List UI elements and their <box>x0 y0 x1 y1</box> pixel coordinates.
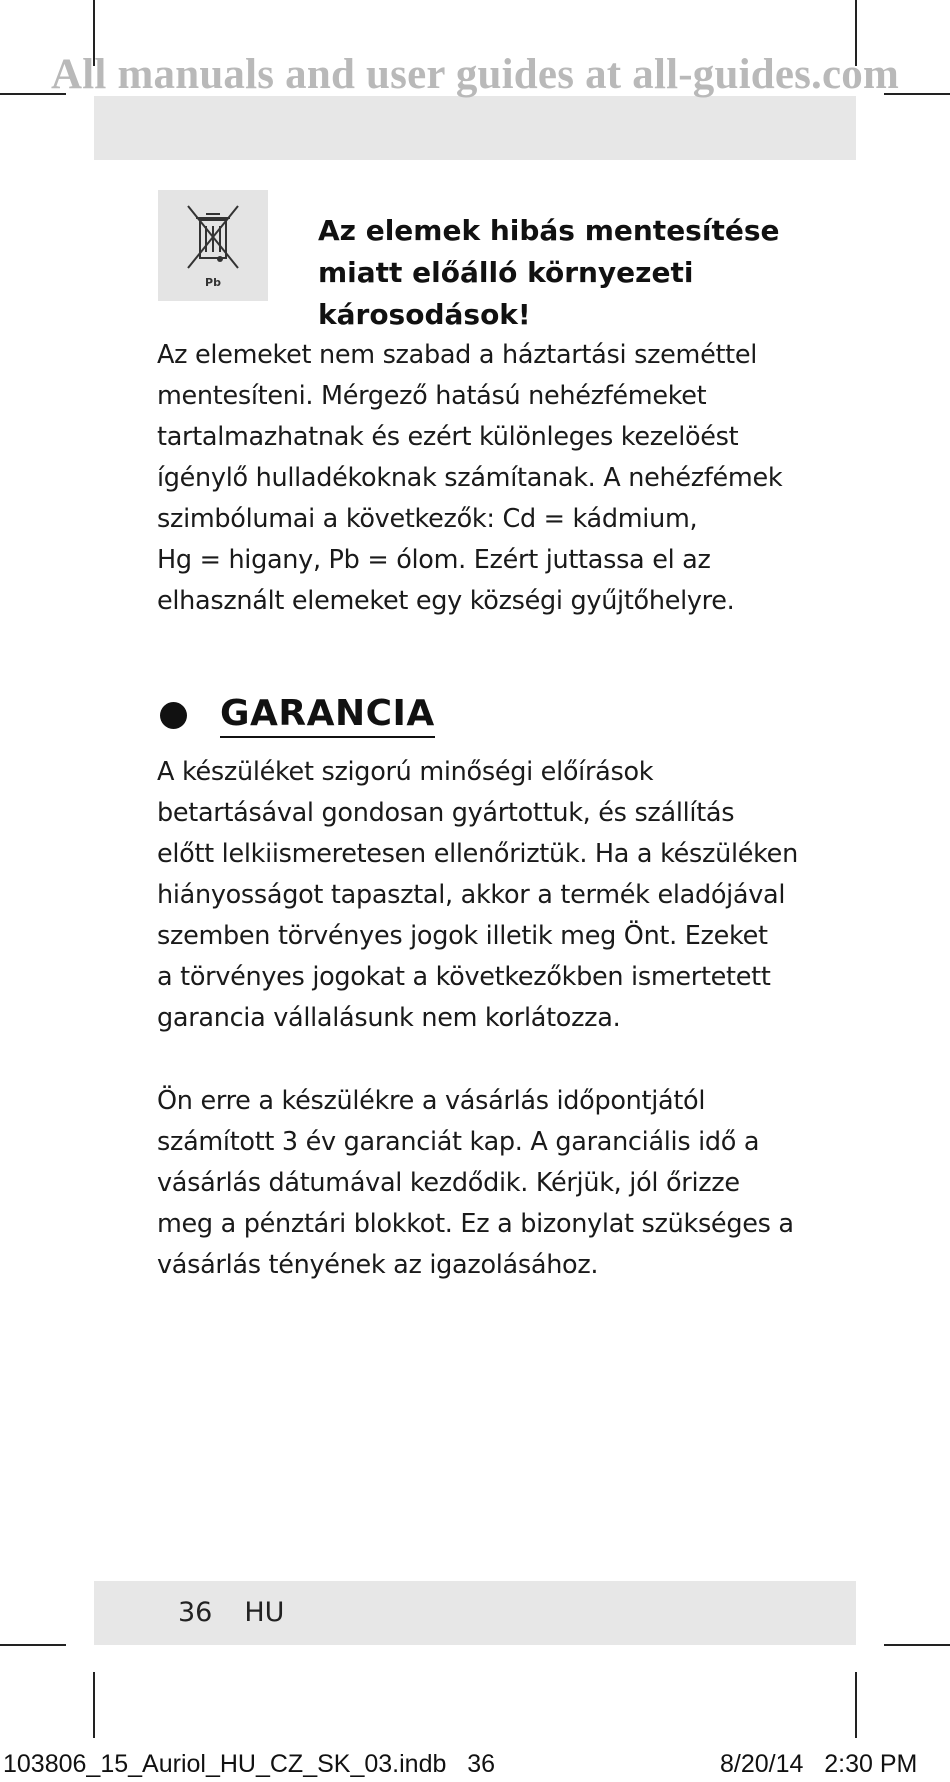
text-line: ígénylő hulladékoknak számítanak. A nehézfémek <box>157 463 783 493</box>
text-line: szemben törvényes jogok illetik meg Önt. Ezeket <box>157 921 768 951</box>
warning-heading <box>318 210 778 336</box>
language-code: HU <box>244 1597 285 1628</box>
warranty-paragraph-2 <box>157 1081 797 1286</box>
text-line: a törvényes jogokat a következőkben ismertetett <box>157 962 771 992</box>
heading-line: miatt előálló környezeti <box>318 256 694 289</box>
text-line: számított 3 év garanciát kap. A garanciális idő a <box>157 1127 760 1157</box>
bullet-icon <box>160 702 187 729</box>
crop-mark <box>93 1672 95 1738</box>
section-title: GARANCIA <box>220 693 435 738</box>
print-slug-datetime: 8/20/14 2:30 PM <box>720 1750 918 1778</box>
text-line: Az elemeket nem szabad a háztartási szeméttel <box>157 340 758 370</box>
text-line: hiányosságot tapasztal, akkor a termék eladójával <box>157 880 786 910</box>
page-number: 36 <box>178 1597 213 1628</box>
text-line: elhasznált elemeket egy községi gyűjtőhelyre. <box>157 586 735 616</box>
battery-disposal-paragraph <box>157 335 797 622</box>
crop-mark <box>884 1644 950 1646</box>
heading-line: Az elemek hibás mentesítése <box>318 214 780 247</box>
page-footer <box>178 1591 284 1635</box>
pb-label: Pb <box>205 276 221 289</box>
warranty-paragraph-1 <box>157 752 797 1039</box>
text-line: garancia vállalásunk nem korlátozza. <box>157 1003 621 1033</box>
battery-disposal-icon-box <box>158 190 268 301</box>
header-band <box>94 96 856 160</box>
text-line: vásárlás dátumával kezdődik. Kérjük, jól őrizze <box>157 1168 740 1198</box>
print-slug-file: 103806_15_Auriol_HU_CZ_SK_03.indb 36 <box>3 1750 496 1778</box>
text-line: Hg = higany, Pb = ólom. Ezért juttassa el az <box>157 545 711 575</box>
text-line: szimbólumai a következők: Cd = kádmium, <box>157 504 698 534</box>
text-line: betartásával gondosan gyártottuk, és szállítás <box>157 798 735 828</box>
text-line: Ön erre a készülékre a vásárlás időpontjától <box>157 1086 706 1116</box>
text-line: A készüléket szigorú minőségi előírások <box>157 757 654 787</box>
crossed-out-bin-icon <box>180 202 246 274</box>
text-line: vásárlás tényének az igazolásához. <box>157 1250 599 1280</box>
heading-line: károsodások! <box>318 298 531 331</box>
text-line: mentesíteni. Mérgező hatású nehézfémeket <box>157 381 707 411</box>
crop-mark <box>0 1644 66 1646</box>
watermark: All manuals and user guides at all-guides.com <box>50 51 900 98</box>
text-line: tartalmazhatnak és ezért különleges kezelöést <box>157 422 739 452</box>
text-line: előtt lelkiismeretesen ellenőriztük. Ha a készüléken <box>157 839 798 869</box>
section-heading <box>160 690 435 740</box>
crop-mark <box>855 1672 857 1738</box>
text-line: meg a pénztári blokkot. Ez a bizonylat szükséges a <box>157 1209 794 1239</box>
